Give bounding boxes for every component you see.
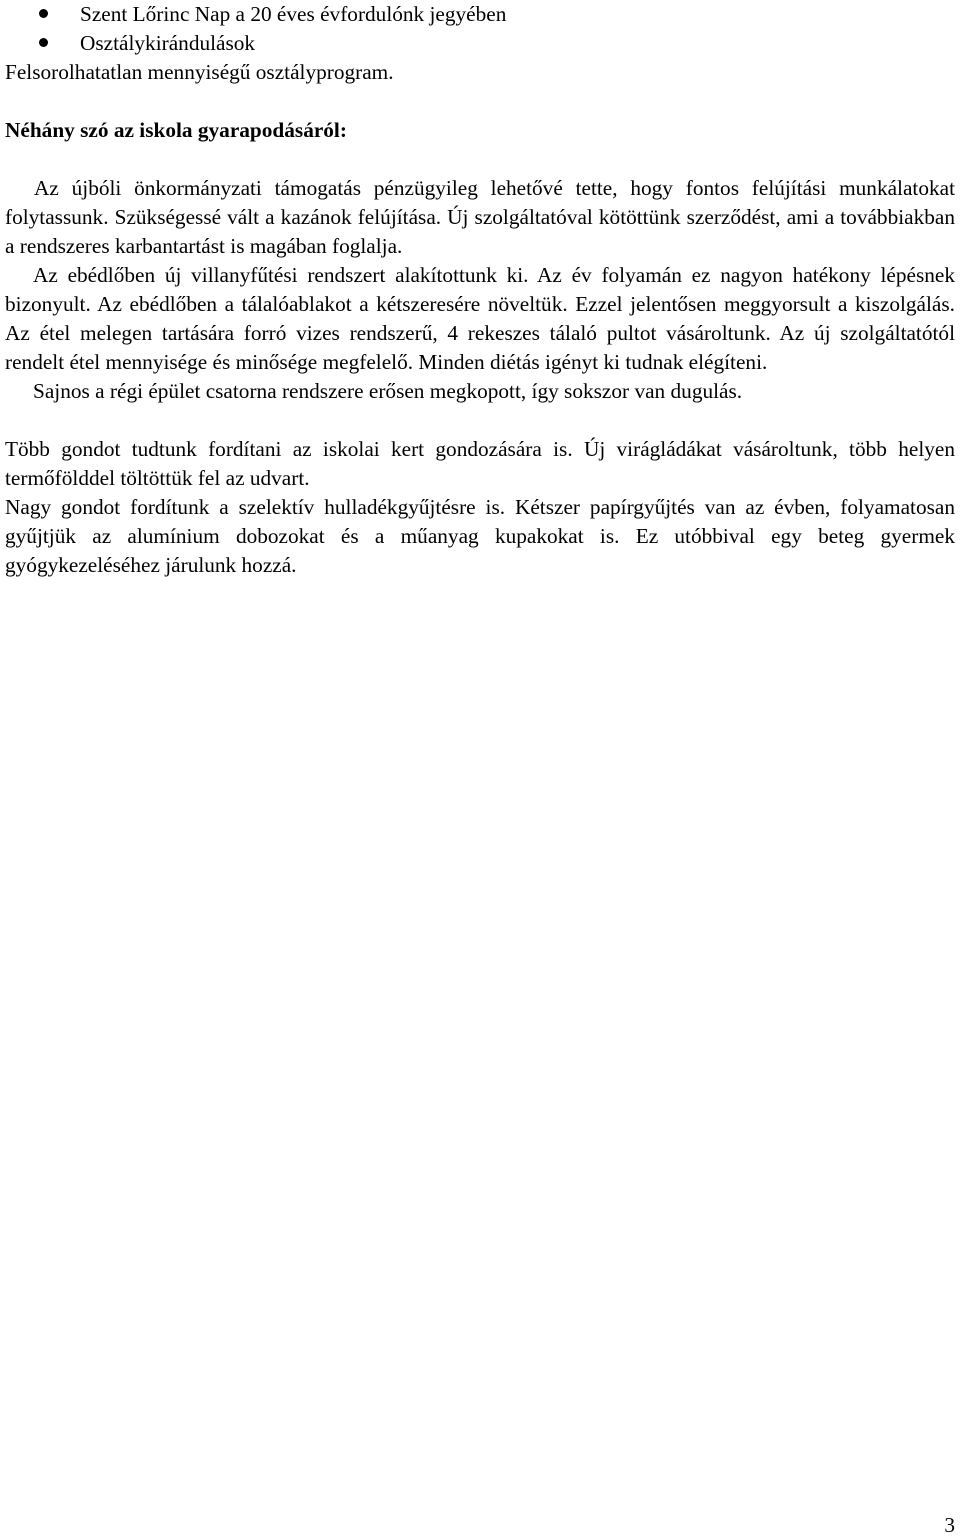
spacer <box>5 406 955 435</box>
bullet-dot-icon <box>39 9 48 18</box>
spacer <box>5 145 955 174</box>
paragraph-recycling: Nagy gondot fordítunk a szelektív hulladékgyűjtésre is. Kétszer papírgyűjtés van az évben, folyamatosan gyűjtjük az alumínium dobozokat és a műanyag kupakokat is. Ez utóbbival egy beteg gyermek gyógykezeléséhez járulunk hozzá. <box>5 495 955 577</box>
document-page <box>5 0 955 580</box>
program-bullet-list <box>5 0 955 58</box>
page-number: 3 <box>944 1513 955 1537</box>
bullet-item <box>5 29 955 58</box>
paragraph-dining-hall: Az ebédlőben új villanyfűtési rendszert alakítottunk ki. Az év folyamán ez nagyon hatékony lépésnek bizonyult. Az ebédlőben a tálalóablakot a kétszeresére növeltük. Ezzel jelentősen meggyorsult a kiszolgálás. Az étel melegen tartására forró vizes rendszerű, 4 rekeszes tálaló pultot vásároltunk. Az új szolgáltatótól rendelt étel mennyisége és minősége megfelelő. Minden diétás igényt ki tudnak elégíteni. <box>5 263 955 374</box>
intro-line: Felsorolhatatlan mennyiségű osztályprogram. <box>5 60 394 84</box>
bullet-dot-icon <box>39 38 48 47</box>
bullet-item <box>5 0 955 29</box>
bullet-text: Szent Lőrinc Nap a 20 éves évfordulónk jegyében <box>80 2 507 26</box>
paragraph-sewer: Sajnos a régi épület csatorna rendszere erősen megkopott, így sokszor van dugulás. <box>33 379 743 403</box>
paragraph-renovation: Az újbóli önkormányzati támogatás pénzügyileg lehetővé tette, hogy fontos felújítási munkálatokat folytassunk. Szükségessé vált a kazánok felújítása. Új szolgáltatóval kötöttünk szerződést, ami a továbbiakban a rendszeres karbantartást is magában foglalja. <box>5 176 955 258</box>
bullet-text: Osztálykirándulások <box>80 31 256 55</box>
paragraph-garden: Több gondot tudtunk fordítani az iskolai kert gondozására is. Új virágládákat vásároltunk, több helyen termőfölddel töltöttük fel az udvart. <box>5 437 955 490</box>
section-heading: Néhány szó az iskola gyarapodásáról: <box>5 118 347 142</box>
